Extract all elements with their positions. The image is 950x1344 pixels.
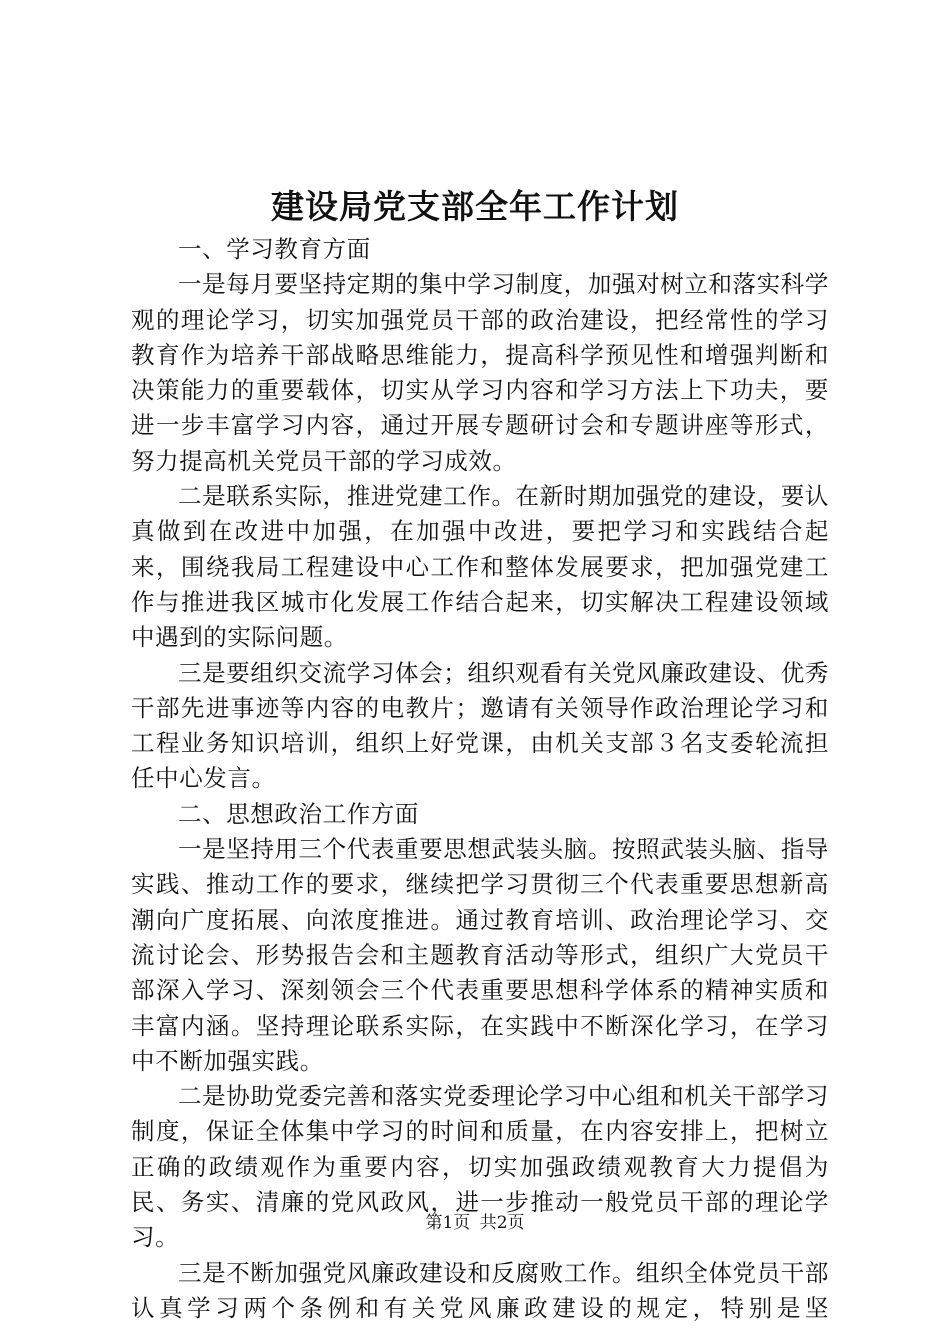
- document-title: 建设局党支部全年工作计划: [271, 187, 679, 226]
- paragraph: 一是坚持用三个代表重要思想武装头脑。按照武装头脑、指导实践、推动工作的要求，继续把学习贯彻三个代表重要思想新高潮向广度拓展、向浓度推进。通过教育培训、政治理论学习、交流讨论会、形势报告会和主题教育活动等形式，组织广大党员干部深入学习、深刻领会三个代表重要思想科学体系的精神实质和丰富内涵。坚持理论联系实际，在实践中不断深化学习，在学习中不断加强实践。: [131, 835, 829, 1075]
- paragraph: 一是每月要坚持定期的集中学习制度，加强对树立和落实科学观的理论学习，切实加强党员干部的政治建设，把经常性的学习教育作为培养干部战略思维能力，提高科学预见性和增强判断和决策能力的重要载体，切实从学习内容和学习方法上下功夫，要进一步丰富学习内容，通过开展专题研讨会和专题讲座等形式，努力提高机关党员干部的学习成效。: [131, 270, 829, 475]
- paragraph: 二是联系实际，推进党建工作。在新时期加强党的建设，要认真做到在改进中加强，在加强中改进，要把学习和实践结合起来，围绕我局工程建设中心工作和整体发展要求，把加强党建工作与推进我区城市化发展工作结合起来，切实解决工程建设领域中遇到的实际问题。: [131, 482, 829, 652]
- section-heading: 一、学习教育方面: [178, 235, 371, 263]
- paragraph: 三是要组织交流学习体会；组织观看有关党风廉政建设、优秀干部先进事迹等内容的电教片；邀请有关领导作政治理论学习和工程业务知识培训，组织上好党课，由机关支部３名支委轮流担任中心发言。: [131, 658, 829, 793]
- document-body: [131, 232, 829, 1326]
- section-heading: 二、思想政治工作方面: [178, 799, 419, 828]
- paragraph: 三是不断加强党风廉政建设和反腐败工作。组织全体党员干部认真学习两个条例和有关党风廉政建设的规定，特别是坚: [131, 1258, 829, 1322]
- paragraph: 二是协助党委完善和落实党委理论学习中心组和机关干部学习制度，保证全体集中学习的时间和质量，在内容安排上，把树立正确的政绩观作为重要内容，切实加强政绩观教育大力提倡为民、务实、清廉的党风政风，进一步推动一般党员干部的理论学习。: [131, 1082, 829, 1252]
- page-footer: 第1页 共2页: [425, 1213, 525, 1233]
